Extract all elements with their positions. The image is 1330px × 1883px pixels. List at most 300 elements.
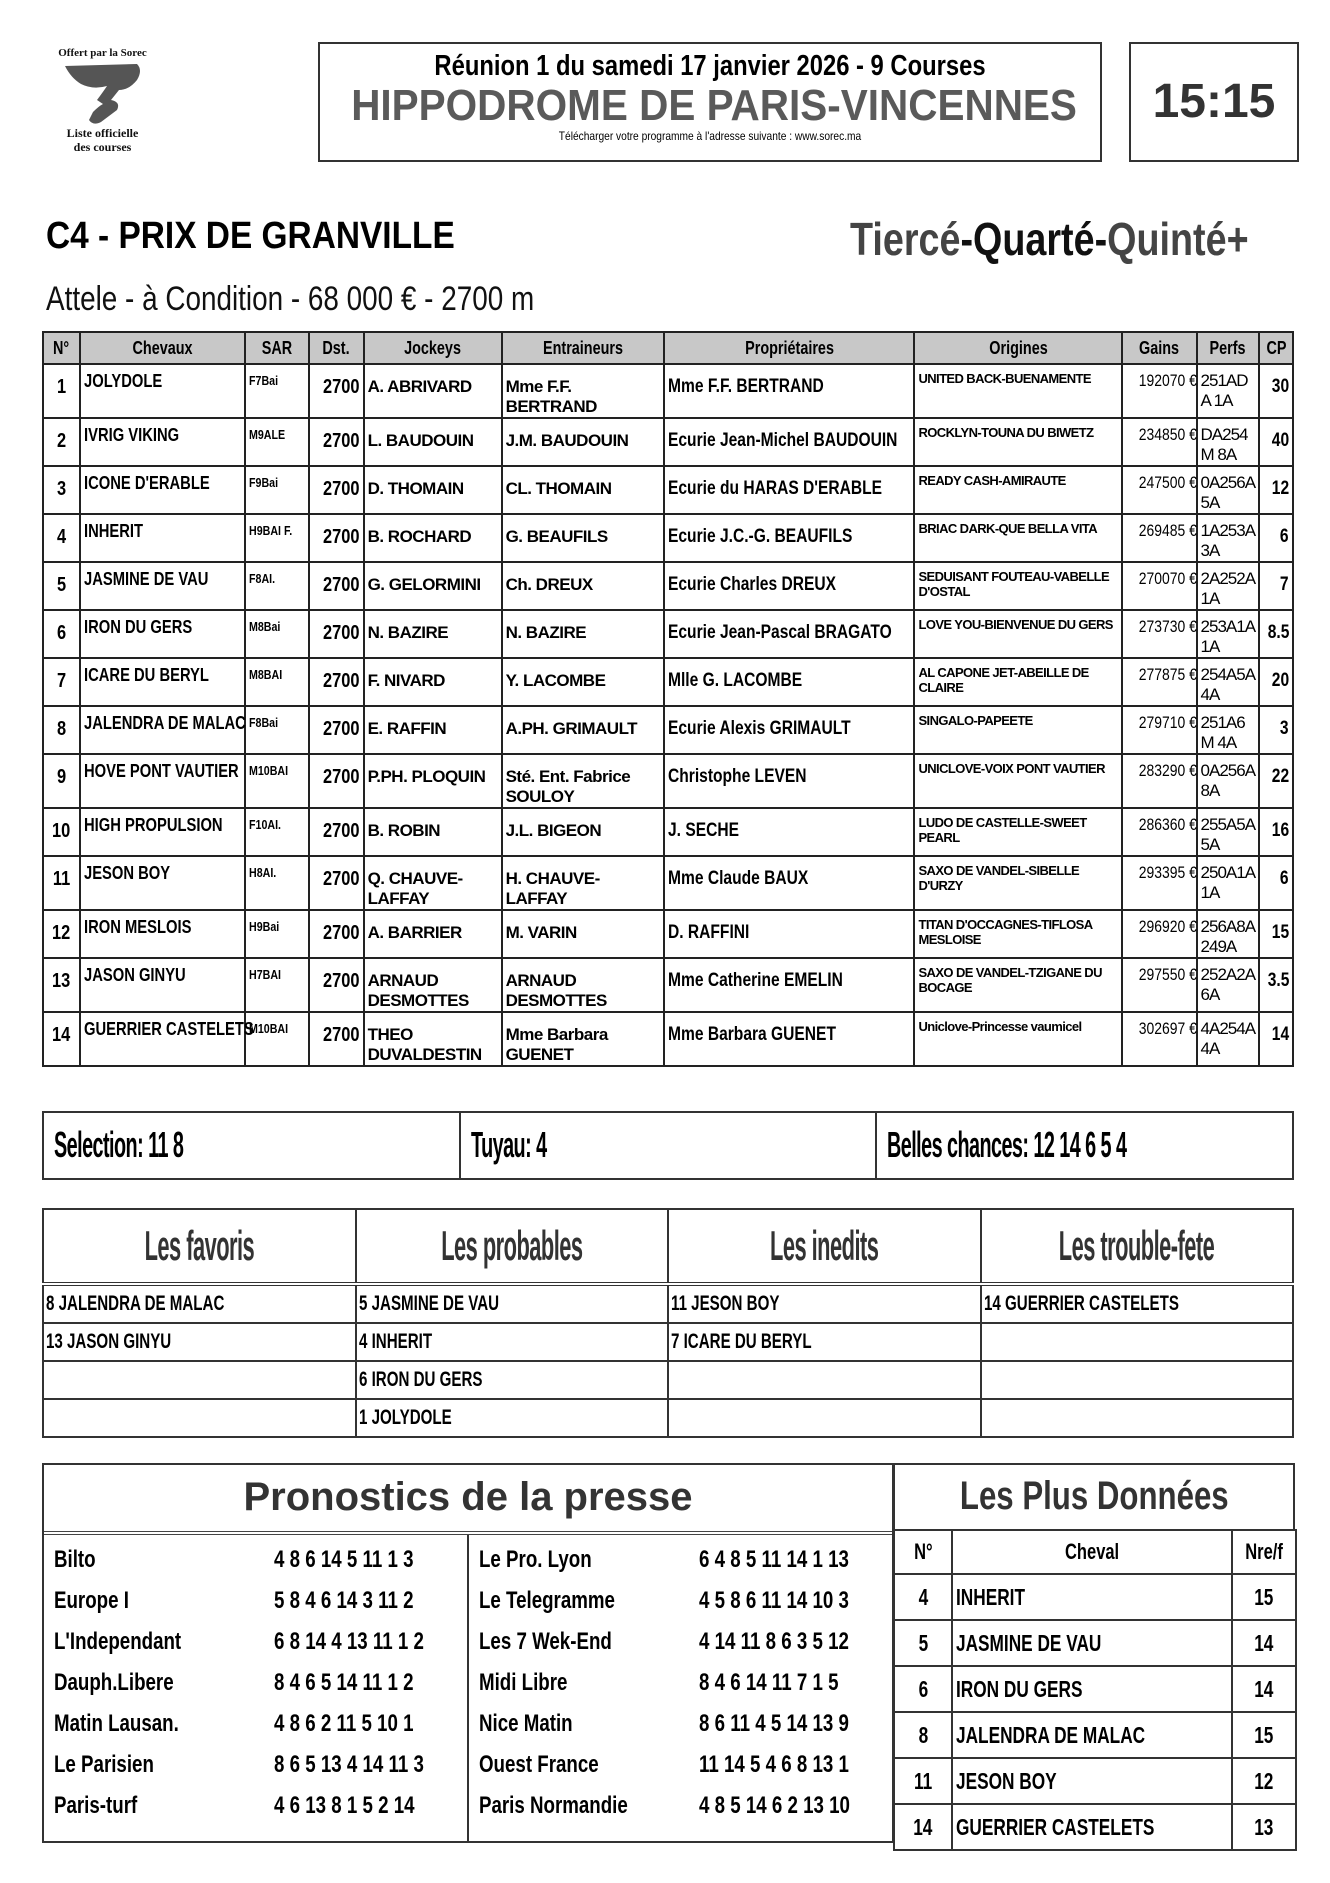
horse-name-cell xyxy=(80,610,245,658)
press-row xyxy=(469,1662,893,1703)
origins: SINGALO-PAPEETE xyxy=(918,713,1033,728)
race-conditions: Attele - à Condition - 68 000 € - 2700 m xyxy=(46,280,535,318)
category-row xyxy=(43,1284,1293,1323)
press-picks-cell xyxy=(274,1587,453,1615)
press-row xyxy=(469,1580,893,1621)
runner-row xyxy=(43,418,1293,466)
press-picks: 8 4 6 14 11 7 1 5 xyxy=(698,1668,838,1696)
category-cell xyxy=(356,1399,669,1437)
selection-text: Selection: 11 8 xyxy=(54,1124,184,1165)
press-pronostics xyxy=(42,1463,894,1843)
cp-odds-cell xyxy=(1259,466,1293,514)
race-time: 15:15 xyxy=(1129,42,1299,162)
perfs-cell xyxy=(1197,610,1260,658)
category-cell xyxy=(43,1323,356,1361)
owner-cell xyxy=(664,418,915,466)
gains-cell xyxy=(1122,706,1196,754)
origins-cell xyxy=(914,910,1122,958)
runner-row xyxy=(43,910,1293,958)
runner-row xyxy=(43,808,1293,856)
perfs: 256A8A 249A xyxy=(1200,917,1255,956)
sar-code-cell xyxy=(245,754,309,808)
plus-donnees-row xyxy=(894,1620,1296,1666)
plus-donnees-number-cell xyxy=(894,1666,952,1712)
distance: 2700 xyxy=(323,1024,360,1046)
press-picks: 8 4 6 5 14 11 1 2 xyxy=(274,1668,414,1696)
distance-cell xyxy=(309,910,364,958)
plus-donnees-number: 5 xyxy=(918,1629,928,1656)
jockey: N. BAZIRE xyxy=(367,623,449,642)
column-header xyxy=(364,332,502,364)
press-picks-cell xyxy=(699,1751,891,1779)
plus-donnees-horse-cell xyxy=(952,1620,1232,1666)
owner: Ecurie Alexis GRIMAULT xyxy=(667,718,851,739)
press-source-cell xyxy=(469,1546,699,1574)
plus-donnees-horse: INHERIT xyxy=(956,1583,1025,1610)
plus-donnees-horse-cell xyxy=(952,1758,1232,1804)
sar-code-cell xyxy=(245,1012,309,1066)
press-picks: 5 8 4 6 14 3 11 2 xyxy=(274,1586,414,1614)
origins-cell xyxy=(914,418,1122,466)
perfs: 254A5A 4A xyxy=(1200,665,1255,704)
category-cell xyxy=(668,1323,981,1361)
distance: 2700 xyxy=(323,820,360,842)
trainer-cell xyxy=(502,958,664,1012)
runner-number: 10 xyxy=(52,820,71,842)
gains-cell xyxy=(1122,562,1196,610)
perfs-cell xyxy=(1197,706,1260,754)
press-picks: 6 4 8 5 11 14 1 13 xyxy=(698,1545,849,1573)
bet-type-quarte: -Quarté- xyxy=(960,213,1108,265)
press-column-left xyxy=(44,1535,469,1841)
press-row xyxy=(44,1580,467,1621)
category-cell xyxy=(43,1361,356,1399)
runner-number: 9 xyxy=(56,766,66,788)
logo-top-text: Offert par la Sorec xyxy=(58,47,147,59)
horse-name: JESON BOY xyxy=(83,863,170,883)
perfs: 0A256A 8A xyxy=(1200,761,1255,800)
horse-name: ICONE D'ERABLE xyxy=(83,473,210,493)
distance-cell xyxy=(309,562,364,610)
owner: Mme Claude BAUX xyxy=(667,868,809,889)
plus-donnees-horse-cell xyxy=(952,1666,1232,1712)
runner-number-cell xyxy=(43,958,80,1012)
race-title: C4 - PRIX DE GRANVILLE xyxy=(46,215,455,257)
press-picks: 6 8 14 4 13 11 1 2 xyxy=(274,1627,424,1655)
plus-donnees-column-header xyxy=(952,1530,1232,1574)
gains: 192070 € xyxy=(1139,371,1198,390)
trainer: A.PH. GRIMAULT xyxy=(505,719,638,738)
press-picks: 8 6 5 13 4 14 11 3 xyxy=(274,1750,424,1778)
owner: Christophe LEVEN xyxy=(667,766,807,787)
cp-odds-cell xyxy=(1259,856,1293,910)
horse-name: HIGH PROPULSION xyxy=(83,815,223,835)
plus-donnees-count: 14 xyxy=(1254,1629,1274,1656)
jockey: Q. CHAUVE-LAFFAY xyxy=(367,869,463,908)
distance: 2700 xyxy=(323,478,360,500)
origins-cell xyxy=(914,610,1122,658)
cp-odds-cell xyxy=(1259,958,1293,1012)
trainer-cell xyxy=(502,514,664,562)
jockey-cell xyxy=(364,514,502,562)
jockey: THEO DUVALDESTIN xyxy=(367,1025,482,1064)
press-picks-cell xyxy=(274,1792,454,1820)
distance: 2700 xyxy=(323,970,360,992)
plus-donnees-horse: JASMINE DE VAU xyxy=(956,1629,1102,1656)
trainer: N. BAZIRE xyxy=(505,623,587,642)
runner-number-cell xyxy=(43,364,80,418)
trainer-cell xyxy=(502,808,664,856)
horse-name-cell xyxy=(80,1012,254,1066)
jockey-cell xyxy=(364,364,502,418)
cp-odds-cell xyxy=(1259,514,1293,562)
category-horse: 8 JALENDRA DE MALAC xyxy=(46,1292,225,1315)
jockey-cell xyxy=(364,562,502,610)
owner-cell xyxy=(664,466,915,514)
jockey: P.PH. PLOQUIN xyxy=(367,767,486,786)
jockey-cell xyxy=(364,856,502,910)
press-row xyxy=(469,1539,893,1580)
gains: 293395 € xyxy=(1139,863,1198,882)
press-source: L'Independant xyxy=(54,1627,182,1655)
press-source-cell xyxy=(44,1587,274,1615)
press-picks-cell xyxy=(274,1628,466,1656)
distance-cell xyxy=(309,658,364,706)
distance: 2700 xyxy=(323,574,360,596)
press-row xyxy=(469,1785,893,1826)
trainer-cell xyxy=(502,706,664,754)
plus-donnees-number-cell xyxy=(894,1712,952,1758)
gains-cell xyxy=(1122,808,1196,856)
horse-name-cell xyxy=(80,808,245,856)
runner-number-cell xyxy=(43,754,80,808)
category-row xyxy=(43,1399,1293,1437)
horse-name: JASON GINYU xyxy=(83,965,186,985)
press-source-cell xyxy=(44,1546,274,1574)
plus-donnees-number-cell xyxy=(894,1574,952,1620)
trainer-cell xyxy=(502,1012,664,1066)
jockey: B. ROCHARD xyxy=(367,527,472,546)
horse-name: ICARE DU BERYL xyxy=(83,665,209,685)
trainer-cell xyxy=(502,754,664,808)
press-source: Les 7 Wek-End xyxy=(478,1627,612,1655)
distance-cell xyxy=(309,754,364,808)
category-cell xyxy=(356,1323,669,1361)
cp-odds: 40 xyxy=(1271,430,1289,451)
horse-name: JALENDRA DE MALAC xyxy=(83,713,246,733)
gains-cell xyxy=(1122,658,1196,706)
gains-cell xyxy=(1122,610,1196,658)
plus-donnees-column-header xyxy=(1232,1530,1296,1574)
column-header-label: SAR xyxy=(261,337,293,358)
owner-cell xyxy=(664,514,915,562)
press-row xyxy=(44,1703,467,1744)
jockey: A. BARRIER xyxy=(367,923,462,942)
cp-odds-cell xyxy=(1259,1012,1293,1066)
runner-row xyxy=(43,1012,1293,1066)
perfs: 4A254A 4A xyxy=(1200,1019,1255,1058)
runner-number-cell xyxy=(43,466,80,514)
origins: ROCKLYN-TOUNA DU BIWETZ xyxy=(918,425,1094,440)
gains-cell xyxy=(1122,418,1196,466)
cp-odds-cell xyxy=(1259,418,1293,466)
cp-odds: 15 xyxy=(1271,922,1289,943)
distance: 2700 xyxy=(323,622,360,644)
plus-donnees-count-cell xyxy=(1232,1666,1296,1712)
origins: Uniclove-Princesse vaumicel xyxy=(918,1019,1082,1034)
sar-code: M10BAI xyxy=(248,1021,288,1036)
plus-donnees-column-label: Cheval xyxy=(1064,1539,1120,1564)
distance: 2700 xyxy=(323,922,360,944)
sar-code-cell xyxy=(245,514,309,562)
owner: D. RAFFINI xyxy=(667,922,750,943)
trainer: Ch. DREUX xyxy=(505,575,593,594)
plus-donnees-row xyxy=(894,1666,1296,1712)
plus-donnees-count-cell xyxy=(1232,1712,1296,1758)
owner-cell xyxy=(664,364,915,418)
press-picks: 4 8 6 2 11 5 10 1 xyxy=(274,1709,414,1737)
jockey-cell xyxy=(364,418,502,466)
belles-chances-text: Belles chances: 12 14 6 5 4 xyxy=(887,1124,1127,1165)
plus-donnees-horse: IRON DU GERS xyxy=(956,1675,1083,1702)
distance: 2700 xyxy=(323,718,360,740)
runner-number: 5 xyxy=(56,574,66,596)
cp-odds: 6 xyxy=(1280,526,1289,547)
horse-name-cell xyxy=(80,754,245,808)
jockey: D. THOMAIN xyxy=(367,479,464,498)
owner-cell xyxy=(664,610,915,658)
jockey-cell xyxy=(364,706,502,754)
runner-number-cell xyxy=(43,418,80,466)
categories-table xyxy=(42,1208,1294,1438)
runner-number: 6 xyxy=(56,622,66,644)
sar-code-cell xyxy=(245,466,309,514)
runner-number-cell xyxy=(43,706,80,754)
cp-odds: 20 xyxy=(1271,670,1289,691)
sar-code: H7BAI xyxy=(248,967,281,982)
press-picks-cell xyxy=(699,1669,878,1697)
press-picks: 4 14 11 8 6 3 5 12 xyxy=(698,1627,849,1655)
press-source: Nice Matin xyxy=(478,1709,573,1737)
owner: J. SECHE xyxy=(667,820,739,841)
category-cell xyxy=(356,1284,669,1323)
column-header xyxy=(664,332,915,364)
horse-name-cell xyxy=(80,658,245,706)
gains: 297550 € xyxy=(1139,965,1198,984)
bet-type xyxy=(850,212,1249,266)
horse-name: IRON DU GERS xyxy=(83,617,192,637)
distance: 2700 xyxy=(323,526,360,548)
cp-odds-cell xyxy=(1259,658,1293,706)
press-source-cell xyxy=(469,1628,699,1656)
category-horse: 1 JOLYDOLE xyxy=(358,1406,452,1429)
selection-bar xyxy=(42,1111,1294,1180)
category-horse: 14 GUERRIER CASTELETS xyxy=(983,1292,1179,1315)
gains-cell xyxy=(1122,466,1196,514)
column-header xyxy=(1197,332,1260,364)
jockey-cell xyxy=(364,910,502,958)
distance-cell xyxy=(309,514,364,562)
gains: 247500 € xyxy=(1139,473,1198,492)
origins: SAXO DE VANDEL-TZIGANE DU BOCAGE xyxy=(918,965,1102,995)
press-picks: 11 14 5 4 6 8 13 1 xyxy=(698,1750,849,1778)
press-source: Bilto xyxy=(54,1545,96,1573)
press-source: Midi Libre xyxy=(478,1668,567,1696)
gains-cell xyxy=(1122,754,1196,808)
owner: Mme Catherine EMELIN xyxy=(667,970,843,991)
gains-cell xyxy=(1122,364,1196,418)
plus-donnees-column-label: N° xyxy=(913,1539,933,1564)
category-header-label: Les favoris xyxy=(144,1222,255,1269)
distance: 2700 xyxy=(323,670,360,692)
gains-cell xyxy=(1122,514,1196,562)
press-picks-cell xyxy=(699,1792,893,1820)
logo-bottom-text-1: Liste officielle xyxy=(66,126,139,140)
cp-odds-cell xyxy=(1259,610,1293,658)
owner-cell xyxy=(664,910,915,958)
trainer-cell xyxy=(502,610,664,658)
press-source-cell xyxy=(44,1751,274,1779)
origins: SAXO DE VANDEL-SIBELLE D'URZY xyxy=(918,863,1080,893)
press-row xyxy=(44,1662,467,1703)
distance-cell xyxy=(309,706,364,754)
perfs-cell xyxy=(1197,364,1260,418)
origins-cell xyxy=(914,706,1122,754)
meeting-title-box xyxy=(318,42,1102,162)
runner-number-cell xyxy=(43,856,80,910)
horse-name: IVRIG VIKING xyxy=(83,425,179,445)
press-picks-cell xyxy=(699,1628,891,1656)
hippodrome-name: HIPPODROME DE PARIS-VINCENNES xyxy=(351,81,1077,130)
origins-cell xyxy=(914,856,1122,910)
cp-odds: 8.5 xyxy=(1268,622,1290,643)
perfs-cell xyxy=(1197,958,1260,1012)
download-note[interactable]: Télécharger votre programme à l'adresse suivante : www.sorec.ma xyxy=(558,129,862,143)
perfs: 252A2A 6A xyxy=(1200,965,1255,1004)
cp-odds: 3.5 xyxy=(1268,970,1290,991)
column-header xyxy=(502,332,664,364)
runner-number-cell xyxy=(43,910,80,958)
sar-code-cell xyxy=(245,706,309,754)
trainer: Sté. Ent. Fabrice SOULOY xyxy=(505,767,631,806)
gains-cell xyxy=(1122,910,1196,958)
trainer-cell xyxy=(502,658,664,706)
cp-odds: 22 xyxy=(1271,766,1289,787)
category-header-label: Les inedits xyxy=(770,1222,879,1269)
column-header xyxy=(80,332,245,364)
plus-donnees-header-row xyxy=(894,1530,1296,1574)
gains: 286360 € xyxy=(1139,815,1198,834)
distance-cell xyxy=(309,856,364,910)
runner-row xyxy=(43,706,1293,754)
distance-cell xyxy=(309,418,364,466)
column-header-label: Entraineurs xyxy=(542,337,623,358)
perfs: 1A253A 3A xyxy=(1200,521,1255,560)
press-picks: 4 5 8 6 11 14 10 3 xyxy=(698,1586,849,1614)
origins: BRIAC DARK-QUE BELLA VITA xyxy=(918,521,1098,536)
category-horse: 11 JESON BOY xyxy=(671,1292,780,1315)
perfs: 250A1A 1A xyxy=(1200,863,1255,902)
plus-donnees-number: 14 xyxy=(913,1813,933,1840)
column-header xyxy=(914,332,1122,364)
press-source: Matin Lausan. xyxy=(54,1709,179,1737)
category-cell xyxy=(981,1323,1294,1361)
press-picks-cell xyxy=(274,1710,453,1738)
column-header-label: Origines xyxy=(989,337,1048,358)
owner-cell xyxy=(664,754,915,808)
runner-number: 4 xyxy=(56,526,66,548)
runner-row xyxy=(43,514,1293,562)
runner-number: 7 xyxy=(56,670,66,692)
trainer: H. CHAUVE-LAFFAY xyxy=(505,869,600,908)
cp-odds: 6 xyxy=(1280,868,1289,889)
cp-odds-cell xyxy=(1259,562,1293,610)
gains: 302697 € xyxy=(1139,1019,1198,1038)
perfs: 251A6M 4A xyxy=(1200,713,1245,752)
trainer: M. VARIN xyxy=(505,923,577,942)
perfs: 253A1A 1A xyxy=(1200,617,1255,656)
perfs: 0A256A 5A xyxy=(1200,473,1255,512)
horse-name-cell xyxy=(80,562,245,610)
plus-donnees-count-cell xyxy=(1232,1804,1296,1850)
category-horse: 5 JASMINE DE VAU xyxy=(358,1292,499,1315)
owner: Ecurie Jean-Pascal BRAGATO xyxy=(667,622,892,643)
owner-cell xyxy=(664,1012,915,1066)
sar-code: F8AI. xyxy=(248,571,275,586)
logo-bottom-text-2: des courses xyxy=(73,140,132,154)
sar-code: H9BAI F. xyxy=(248,523,293,538)
sar-code-cell xyxy=(245,418,309,466)
gains: 269485 € xyxy=(1139,521,1198,540)
horse-name: JOLYDOLE xyxy=(83,371,162,391)
plus-donnees-count: 14 xyxy=(1254,1675,1274,1702)
press-row xyxy=(44,1785,467,1826)
sar-code: F7Bai xyxy=(248,373,278,388)
column-header-label: N° xyxy=(53,337,70,358)
runner-number-cell xyxy=(43,562,80,610)
press-row xyxy=(44,1744,467,1785)
category-header-label: Les probables xyxy=(441,1222,583,1269)
press-source-cell xyxy=(469,1751,699,1779)
cp-odds-cell xyxy=(1259,364,1293,418)
horse-name: GUERRIER CASTELETS xyxy=(83,1019,254,1039)
origins: LOVE YOU-BIENVENUE DU GERS xyxy=(918,617,1113,632)
owner: Mlle G. LACOMBE xyxy=(667,670,803,691)
cp-odds-cell xyxy=(1259,754,1293,808)
sar-code-cell xyxy=(245,364,309,418)
trainer-cell xyxy=(502,910,664,958)
press-source-cell xyxy=(469,1669,699,1697)
press-picks-cell xyxy=(699,1587,891,1615)
press-row xyxy=(469,1621,893,1662)
column-header-label: Gains xyxy=(1139,337,1180,358)
sar-code: M10BAI xyxy=(248,763,288,778)
press-source: Le Parisien xyxy=(54,1750,154,1778)
runner-number: 14 xyxy=(52,1024,71,1046)
trainer: Y. LACOMBE xyxy=(505,671,606,690)
trainer: J.M. BAUDOUIN xyxy=(505,431,629,450)
perfs: 255A5A 5A xyxy=(1200,815,1255,854)
category-cell xyxy=(356,1361,669,1399)
plus-donnees-title-box xyxy=(893,1463,1295,1529)
perfs-cell xyxy=(1197,856,1260,910)
sar-code: M8BAI xyxy=(248,667,283,682)
origins-cell xyxy=(914,1012,1122,1066)
press-row xyxy=(469,1703,893,1744)
perfs-cell xyxy=(1197,808,1260,856)
press-row xyxy=(469,1744,893,1785)
horse-name: JASMINE DE VAU xyxy=(83,569,208,589)
